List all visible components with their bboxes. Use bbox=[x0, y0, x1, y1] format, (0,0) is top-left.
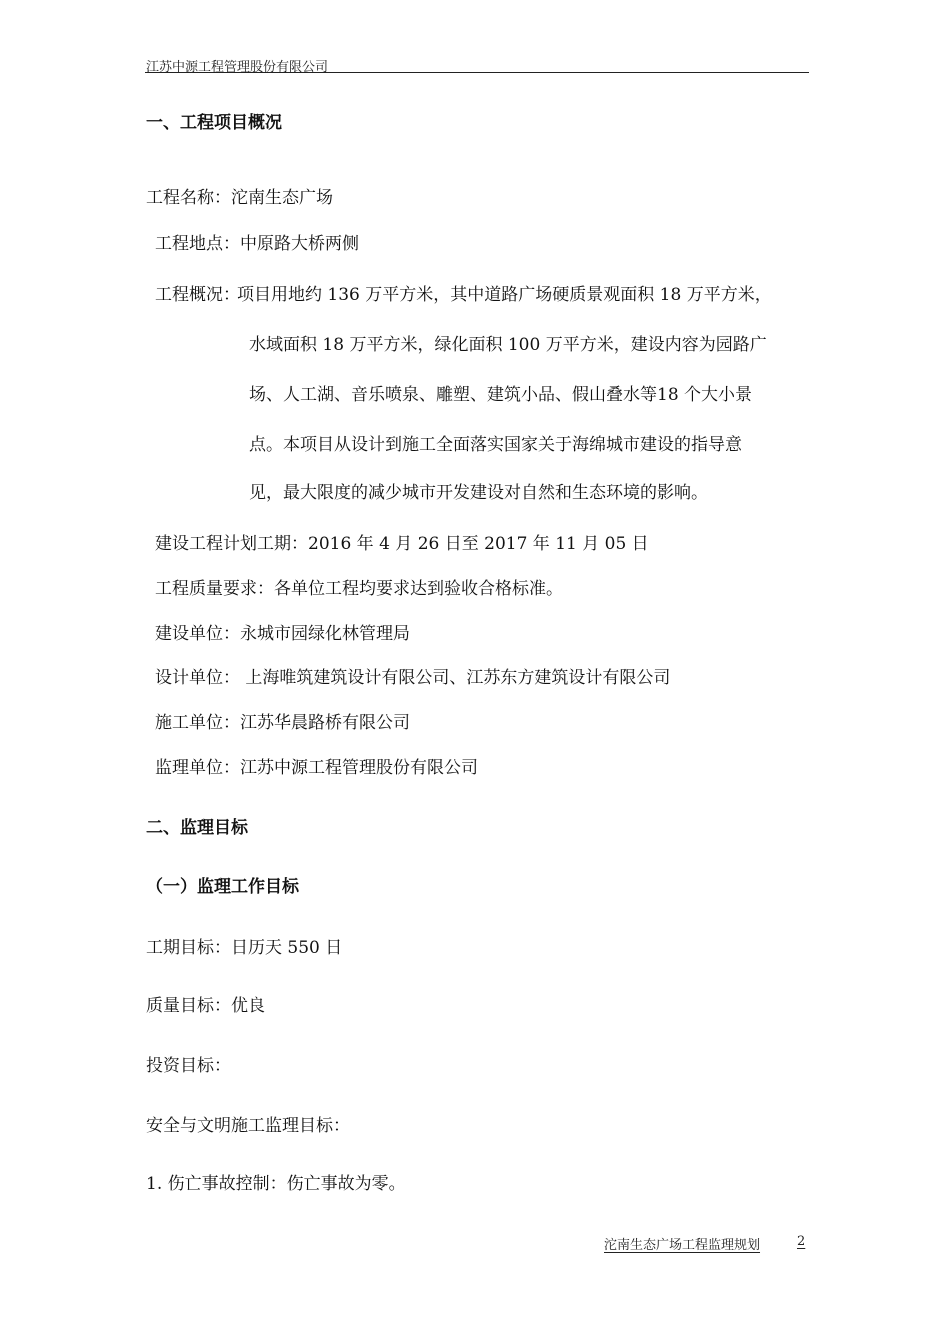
quality-requirement-line: 工程质量要求：各单位工程均要求达到验收合格标准。 bbox=[155, 579, 563, 599]
section-1-heading: 一、工程项目概况 bbox=[146, 113, 282, 133]
header-rule bbox=[145, 72, 809, 73]
safety-target-line: 安全与文明施工监理目标： bbox=[146, 1116, 350, 1136]
owner-unit-line: 建设单位：永城市园绿化林管理局 bbox=[155, 624, 410, 644]
project-overview-line-5: 见，最大限度的减少城市开发建设对自然和生态环境的影响。 bbox=[249, 483, 708, 503]
duration-target-line: 工期目标：日历天 550 日 bbox=[146, 938, 343, 958]
supervision-unit-line: 监理单位：江苏中源工程管理股份有限公司 bbox=[155, 758, 478, 778]
quality-target-line: 质量目标：优良 bbox=[146, 996, 265, 1016]
project-location-line: 工程地点：中原路大桥两侧 bbox=[155, 234, 359, 254]
project-overview-label: 工程概况： bbox=[155, 285, 240, 305]
page-footer-title: 沱南生态广场工程监理规划 bbox=[604, 1238, 761, 1253]
project-schedule-line: 建设工程计划工期：2016 年 4 月 26 日至 2017 年 11 月 05 日 bbox=[155, 534, 649, 554]
page-number: 2 bbox=[797, 1234, 806, 1249]
project-name-line: 工程名称：沱南生态广场 bbox=[146, 188, 333, 208]
section-2-heading: 二、监理目标 bbox=[146, 818, 248, 838]
project-overview-line-3: 场、人工湖、音乐喷泉、雕塑、建筑小品、假山叠水等18 个大小景 bbox=[249, 385, 753, 405]
project-overview-line-4: 点。本项目从设计到施工全面落实国家关于海绵城市建设的指导意 bbox=[249, 435, 742, 455]
page-header-company: 江苏中源工程管理股份有限公司 bbox=[146, 60, 329, 75]
project-overview-line-1: 项目用地约 136 万平方米，其中道路广场硬质景观面积 18 万平方米， bbox=[237, 285, 772, 305]
section-2-subheading: （一）监理工作目标 bbox=[146, 877, 299, 897]
construction-unit-line: 施工单位：江苏华晨路桥有限公司 bbox=[155, 713, 410, 733]
project-overview-line-2: 水域面积 18 万平方米，绿化面积 100 万平方米，建设内容为园路广 bbox=[249, 335, 767, 355]
safety-item-1-line: 1. 伤亡事故控制：伤亡事故为零。 bbox=[146, 1174, 406, 1194]
design-unit-line: 设计单位： 上海唯筑建筑设计有限公司、江苏东方建筑设计有限公司 bbox=[155, 668, 671, 688]
investment-target-line: 投资目标： bbox=[146, 1056, 231, 1076]
